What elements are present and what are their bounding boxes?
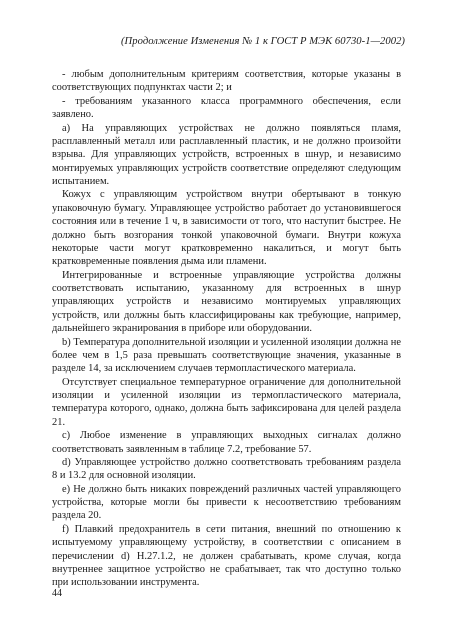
paragraph-item-b: b) Температура дополнительной изоляции и усиленной изоляции должна не более чем в 1,5 раза превышать соответствующие значения, указанные в разделе 14, за исключением случаев термопластического материала. xyxy=(52,336,401,375)
paragraph-item-f: f) Плавкий предохранитель в сети питания, внешний по отношению к испытуемому управляющему устройству, в соответствии с описанием в перечислении d) Н.27.1.2, не должен срабатывать, кроме случая, когда внутреннее защитное устройство не срабатывает, так что доступно только при использовании инструмента. xyxy=(52,523,401,589)
paragraph-criteria-item: - любым дополнительным критериям соответствия, которые указаны в соответствующих подпунктах части 2; и xyxy=(52,69,401,94)
paragraph-enclosure-test: Кожух с управляющим устройством внутри обертывают в тонкую упаковочную бумагу. Управляющее устройство работает до установившегося состояния или в течение 1 ч, в зависимости от того, что наступит быстрее. Не должно быть возгорания тонкой упаковочной бумаги. Внутри кожуха некоторые части могут кратковременно накалиться, и могут быть кратковременные появления дыма или пламени. xyxy=(52,189,401,268)
paragraph-item-d: d) Управляющее устройство должно соответствовать требованиям раздела 8 и 13.2 для основной изоляции. xyxy=(52,456,401,482)
paragraph-integrated-controls: Интегрированные и встроенные управляющие устройства должны соответствовать испытанию, указанному для встроенных в шнур управляющих устройств и независимо монтируемых управляющих устройств, или должны быть классифицированы как требующие, например, дальнейшего экранирования в приборе или оборудовании. xyxy=(52,269,401,335)
paragraph-software-class-item: - требованиям указанного класса программного обеспечения, если заявлено. xyxy=(52,95,401,121)
body-text xyxy=(52,68,401,590)
running-header: (Продолжение Изменения № 1 к ГОСТ Р МЭК 60730-1—2002) xyxy=(120,36,405,47)
paragraph-thermoplastic: Отсутствует специальное температурное ограничение для дополнительной изоляции и усиленной изоляции из термопластического материала, температура которого, однако, должна быть зафиксирована для целей раздела 21. xyxy=(52,376,401,428)
page-number: 44 xyxy=(52,588,62,599)
paragraph-item-c: c) Любое изменение в управляющих выходных сигналах должно соответствовать заявленным в таблице 7.2, требование 57. xyxy=(52,430,401,455)
paragraph-item-e: e) Не должно быть никаких повреждений различных частей управляющего устройства, которые могли бы привести к несоответствию требованиям раздела 20. xyxy=(52,483,401,522)
paragraph-item-a: а) На управляющих устройствах не должно появляться пламя, расплавленный металл или расплавленный пластик, и не должно произойти взрыва. Для управляющих устройств, встроенных в шнур, и независимо монтируемых управляющих устройств соответствие определяют следующим испытанием. xyxy=(52,122,401,187)
